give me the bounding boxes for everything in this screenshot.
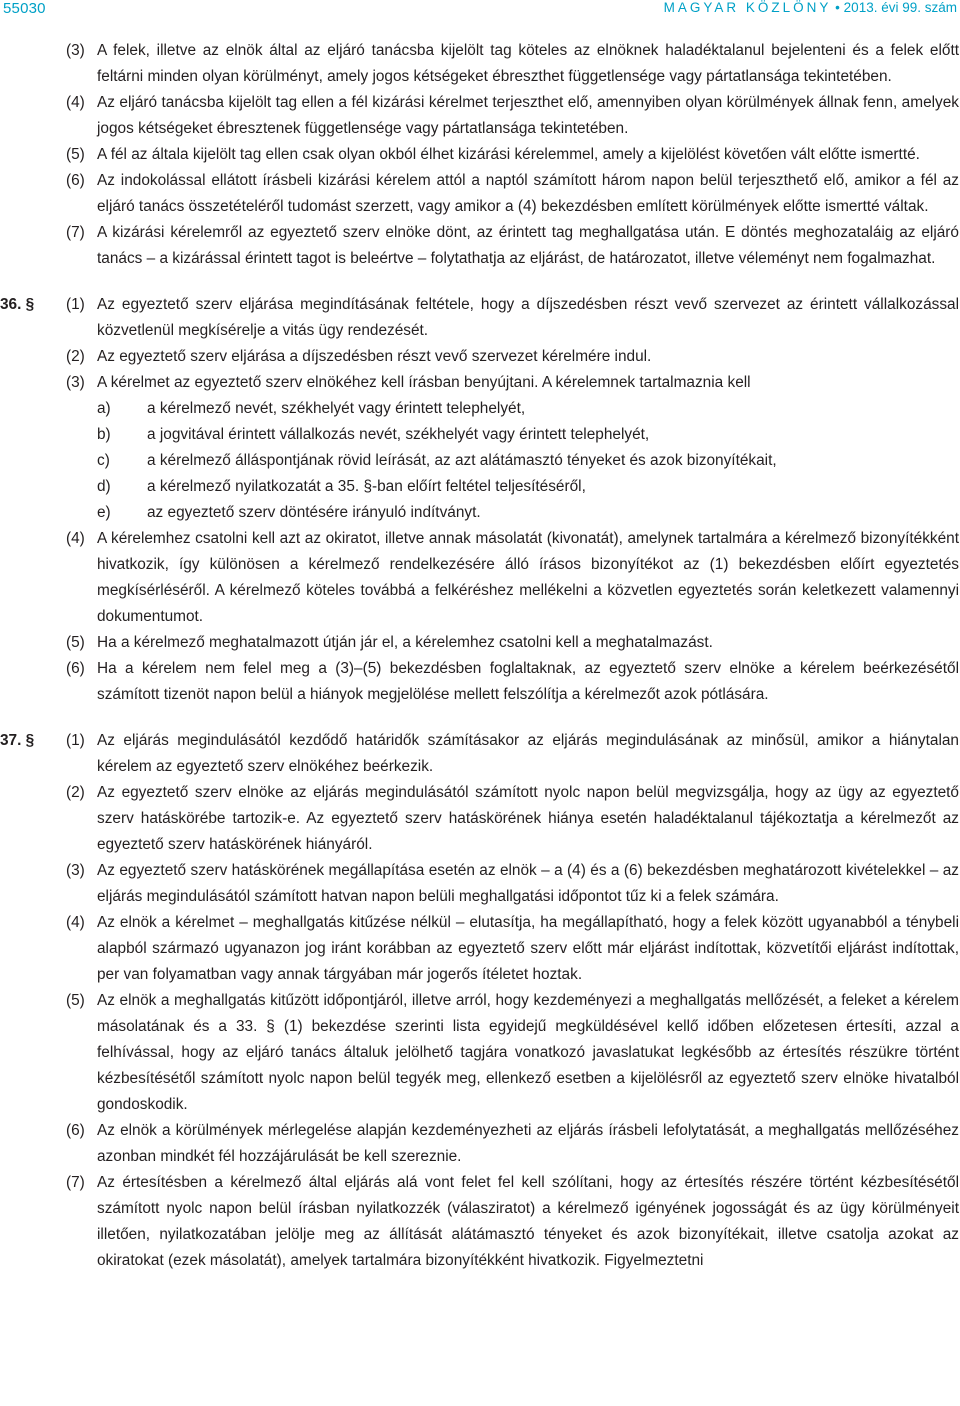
paragraph	[66, 292, 959, 344]
paragraph	[66, 988, 959, 1118]
list-item-label: d)	[97, 478, 111, 495]
paragraph	[66, 728, 959, 780]
paragraph-number: (4)	[66, 94, 85, 111]
paragraph	[66, 526, 959, 630]
paragraph-text: Az egyeztető szerv elnöke az eljárás megindulásától számított nyolc napon belül megvizsgálja, hogy az ügy az egyeztető szerv hatáskörébe tartozik-e. Az egyeztető szerv hatáskörének hiánya esetén haladéktalanul tájékoztatja a kérelmezőt az egyeztető szerv hatáskörének hiányáról.	[97, 784, 959, 853]
paragraph-number: (3)	[66, 42, 85, 59]
list-item-text: a kérelmező nevét, székhelyét vagy érintett telephelyét,	[147, 400, 526, 417]
paragraph	[66, 220, 959, 272]
paragraph-number: (7)	[66, 224, 85, 241]
paragraph-text: A kizárási kérelemről az egyeztető szerv elnöke dönt, az érintett tag meghallgatása után. E döntés meghozataláig az eljáró tanács – a kizárással érintett tagot is beleértve – folytathatja az eljárást, de határozatot, illetve véleményt nem fogalmazhat.	[97, 224, 959, 267]
paragraph-number: (3)	[66, 374, 85, 391]
paragraph-text: Az elnök a körülmények mérlegelése alapján kezdeményezheti az eljárás írásbeli lefolytatását, a meghallgatás mellőzéséhez azonban mindkét fél hozzájárulását be kell szereznie.	[97, 1122, 959, 1165]
paragraph	[66, 90, 959, 142]
paragraph-number: (5)	[66, 146, 85, 163]
paragraph-number: (6)	[66, 1122, 85, 1139]
paragraph	[66, 168, 959, 220]
paragraph	[66, 910, 959, 988]
paragraph	[66, 858, 959, 910]
paragraph-number: (5)	[66, 992, 85, 1009]
paragraph-text: Az egyeztető szerv hatáskörének megállapítása esetén az elnök – a (4) és a (6) bekezdésben meghatározott kivételekkel – az eljárás megindulásától számított hatvan napon belüli meghallgatási időpontot tűz ki a felek számára.	[97, 862, 959, 905]
list-item-text: a kérelmező álláspontjának rövid leírását, az azt alátámasztó tényeket és azok bizonyítékait,	[147, 452, 777, 469]
paragraph	[66, 1118, 959, 1170]
list-item	[97, 474, 959, 500]
paragraph-text: Az elnök a kérelmet – meghallgatás kitűzése nélkül – elutasítja, ha megállapítható, hogy a felek között ugyanabból a ténybeli alapból származó ugyanazon jog iránt korábban az egyeztető szerv előtt már eljárást indítottak, közvetítői eljárást indítottak, per van folyamatban vagy annak tárgyában már jogerős ítéletet hoztak.	[97, 914, 959, 983]
paragraph-text: A fél az általa kijelölt tag ellen csak olyan okból élhet kizárási kérelemmel, amely a kijelölést követően vált előtte ismertté.	[97, 146, 920, 163]
section-label: 37. §	[0, 732, 35, 749]
paragraph	[66, 38, 959, 90]
list-item-label: e)	[97, 504, 111, 521]
journal-title: MAGYAR KÖZLÖNY	[663, 0, 832, 15]
list-item-text: a jogvitával érintett vállalkozás nevét, székhelyét vagy érintett telephelyét,	[147, 426, 650, 443]
paragraph	[66, 630, 959, 656]
document-body	[0, 38, 960, 1274]
paragraph	[66, 780, 959, 858]
paragraph	[66, 1170, 959, 1274]
page-number: 55030	[3, 0, 46, 17]
section-36	[0, 292, 960, 708]
paragraph-text: Ha a kérelmező meghatalmazott útján jár el, a kérelemhez csatolni kell a meghatalmazást.	[97, 634, 713, 651]
paragraph-text: Az egyeztető szerv eljárása a díjszedésben részt vevő szervezet kérelmére indul.	[97, 348, 652, 365]
list-item	[97, 448, 959, 474]
issue-label: 2013. évi 99. szám	[843, 0, 957, 15]
paragraph-text: A kérelemhez csatolni kell azt az okiratot, illetve annak másolatát (kivonatát), amelynek tartalmára a kérelmező bizonyítékként hivatkozik, így különösen a kérelmező rendelkezésére álló írásos bizonyítékot az (1) bekezdésben előírt egyeztetés megkísérléséről. A kérelmező köteles továbbá a felkéréshez mellékelni a közvetlen egyeztetés során keletkezett valamennyi dokumentumot.	[97, 530, 959, 625]
section-label: 36. §	[0, 296, 35, 313]
list-item-text: a kérelmező nyilatkozatát a 35. §-ban előírt feltétel teljesítéséről,	[147, 478, 586, 495]
bullet-separator: •	[835, 0, 840, 15]
list-item-text: az egyeztető szerv döntésére irányuló indítványt.	[147, 504, 481, 521]
list-item	[97, 500, 959, 526]
paragraph-number: (3)	[66, 862, 85, 879]
paragraph-number: (4)	[66, 914, 85, 931]
paragraph	[66, 370, 959, 396]
paragraph	[66, 656, 959, 708]
journal-issue-line	[664, 0, 957, 15]
paragraph-text: Az értesítésben a kérelmező által eljárás alá vont felet fel kell szólítani, hogy az értesítés részére történt kézbesítésétől számított nyolc napon belül írásban nyilatkozzék (válasziratot) a kérelmező igényének jogosságát és az ügy körülményeit illetően, nyilatkozatában jelölje meg az állítását alátámasztó tényeket és azok bizonyítékait, illetve csatolja azokat az okiratokat (ezek másolatát), amelyek tartalmára bizonyítékként hivatkozik. Figyelmeztetni	[97, 1174, 959, 1269]
paragraph	[66, 344, 959, 370]
list-item-label: b)	[97, 426, 111, 443]
paragraph-text: Az eljáró tanácsba kijelölt tag ellen a fél kizárási kérelmet terjeszthet elő, amennyiben olyan körülmények állnak fenn, amelyek jogos kétségeket ébresztenek függetlensége vagy pártatlansága tekintetében.	[97, 94, 959, 137]
paragraph	[66, 142, 959, 168]
paragraph-text: Az indokolással ellátott írásbeli kizárási kérelem attól a naptól számított három napon belül terjeszthető elő, amikor a fél az eljáró tanács összetételéről tudomást szerzett, vagy amikor a (4) bekezdésben említett körülmények előtte ismertté váltak.	[97, 172, 959, 215]
paragraph-number: (4)	[66, 530, 85, 547]
paragraph-number: (5)	[66, 634, 85, 651]
list-item	[97, 396, 959, 422]
paragraph-text: Ha a kérelem nem felel meg a (3)–(5) bekezdésben foglaltaknak, az egyeztető szerv elnöke a kérelem beérkezésétől számított tizenöt napon belül a hiányok megjelölése mellett felszólítja a kérelmezőt azok pótlására.	[97, 660, 959, 703]
paragraph-text: A felek, illetve az elnök által az eljáró tanácsba kijelölt tag köteles az elnöknek haladéktalanul bejelenteni és a felek előtt feltárni minden olyan körülményt, amely jogos kétségeket ébreszthet függetlensége vagy pártatlansága tekintetében.	[97, 42, 959, 85]
section-35-continuation	[0, 38, 960, 272]
paragraph-number: (1)	[66, 296, 85, 313]
paragraph-number: (1)	[66, 732, 85, 749]
paragraph-number: (6)	[66, 172, 85, 189]
paragraph-text: A kérelmet az egyeztető szerv elnökéhez kell írásban benyújtani. A kérelemnek tartalmaznia kell	[97, 374, 751, 391]
paragraph-number: (7)	[66, 1174, 85, 1191]
paragraph-number: (6)	[66, 660, 85, 677]
paragraph-number: (2)	[66, 784, 85, 801]
list-item-label: c)	[97, 452, 110, 469]
section-37	[0, 728, 960, 1274]
paragraph-text: Az eljárás megindulásától kezdődő határidők számításakor az eljárás megindulásának az minősül, amikor a hiánytalan kérelem az egyeztető szerv elnökéhez beérkezik.	[97, 732, 959, 775]
paragraph-text: Az elnök a meghallgatás kitűzött időpontjáról, illetve arról, hogy kezdeményezi a meghallgatás mellőzését, a feleket a kérelem másolatának és a 33. § (1) bekezdése szerinti lista egyidejű megküldésével kellő időben előzetesen értesíti, azzal a felhívással, hogy az eljáró tanács általuk jelölhető tagjára vonatkozó javaslatukat legkésőbb az értesítés részükre történt kézbesítésétől számított nyolc napon belül tegyék meg, ellenkező esetben a kijelölésről az egyeztető szerv elnöke hivatalból gondoskodik.	[97, 992, 959, 1113]
list-item-label: a)	[97, 400, 111, 417]
paragraph-number: (2)	[66, 348, 85, 365]
paragraph-text: Az egyeztető szerv eljárása megindításának feltétele, hogy a díjszedésben részt vevő szervezet az érintett vállalkozással közvetlenül megkísérelje a vitás ügy rendezését.	[97, 296, 959, 339]
page-header	[0, 0, 960, 20]
list-item	[97, 422, 959, 448]
